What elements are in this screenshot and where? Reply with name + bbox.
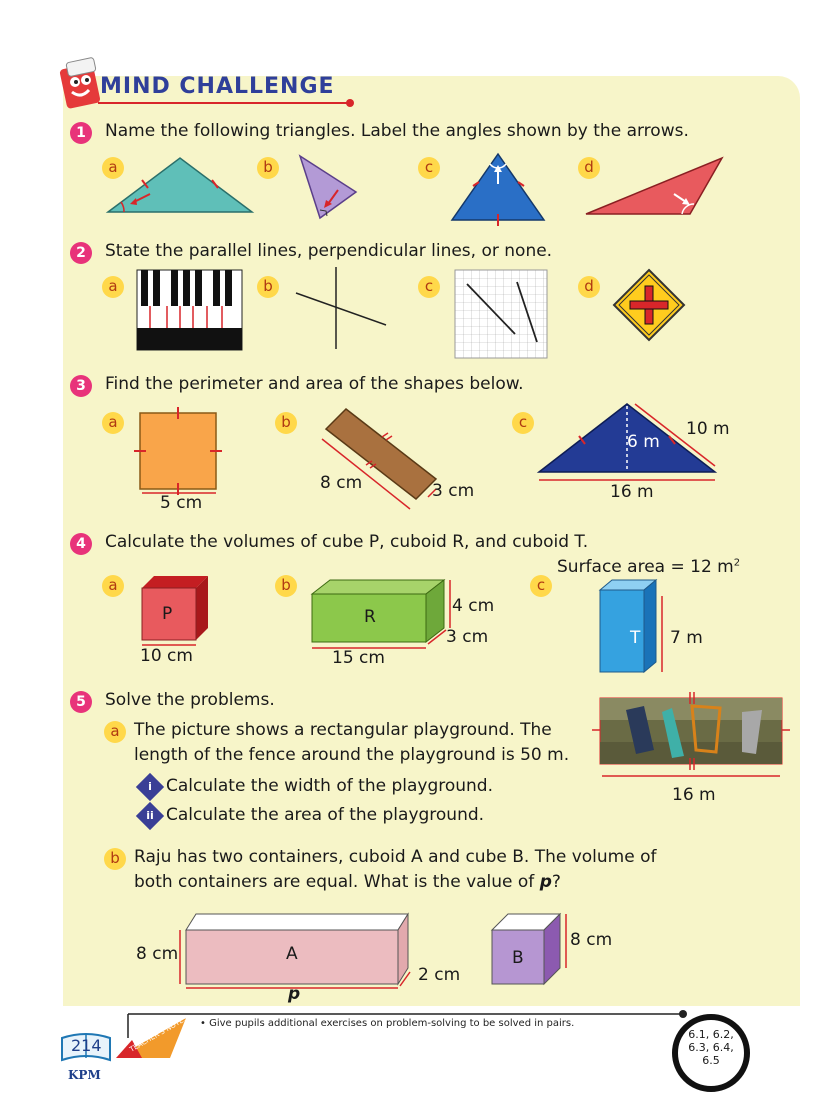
road-sign-icon [612,268,686,342]
cuboid-r-shape [308,576,453,646]
part-label: a [102,157,124,179]
teachers-notes-badge: TEACHER'S NOTES [128,1014,189,1054]
part-label: a [102,575,124,597]
question-text: Calculate the volumes of cube P, cuboid R, and cuboid T. [105,532,589,552]
title-underline [98,100,358,108]
roman-numeral-i-icon [136,773,164,801]
variable-p: p [539,872,552,892]
page-number: 214 [71,1036,102,1055]
playground-length-label: 16 m [672,785,716,805]
question-text: State the parallel lines, perpendicular lines, or none. [105,241,553,261]
roman-numeral-i: i [148,780,152,793]
cube-p-edge-label: 10 cm [140,646,193,666]
cuboid-a-height-label: 8 cm [136,944,179,964]
question-number: 1 [70,122,92,144]
part-label: b [104,848,126,870]
question-number: 4 [70,533,92,555]
part-label: b [257,276,279,298]
triangle-height-label: 6 m [627,432,660,452]
cuboid-t-label: T [630,628,641,648]
triangle-equilateral-c [448,150,548,225]
playground-photo [592,690,792,780]
square-shape [132,405,227,500]
part-label: b [257,157,279,179]
part-label: c [418,276,440,298]
question-text: Solve the problems. [105,690,275,710]
triangle-isosceles-a [100,150,260,220]
cuboid-a-label: A [286,944,298,964]
surface-area-label [557,557,740,577]
ref-line-3: 6.5 [702,1054,720,1067]
cuboid-r-label: R [364,607,376,627]
triangle-base-label: 16 m [610,482,654,502]
triangle-side-label: 10 m [686,419,730,439]
question-5a-line-1: The picture shows a rectangular playground. The [134,720,552,740]
ref-line-1: 6.1, 6.2, [688,1028,734,1041]
question-mark: ? [551,872,561,892]
rectangle-length-label: 8 cm [320,473,363,493]
cuboid-t-height-label: 7 m [670,628,703,648]
question-text: Find the perimeter and area of the shapes below. [105,374,524,394]
part-label: d [578,276,600,298]
square-side-label: 5 cm [160,493,203,513]
part-label: b [275,412,297,434]
question-text: Name the following triangles. Label the angles shown by the arrows. [105,121,689,141]
question-5a-line-2: length of the fence around the playground is 50 m. [134,745,570,765]
part-label: d [578,157,600,179]
surface-area-text: Surface area = 12 m [557,557,734,577]
cuboid-r-width-label: 3 cm [446,627,489,647]
learning-standard-ref [672,1014,750,1092]
part-label: c [512,412,534,434]
question-number: 3 [70,375,92,397]
question-number: 2 [70,242,92,264]
question-5a-i-text: Calculate the width of the playground. [166,776,494,796]
cube-p-label: P [162,604,173,624]
cuboid-a-length-label: p [288,984,301,1004]
roman-numeral-ii-icon [136,802,164,830]
surface-area-exponent: 2 [733,557,741,569]
cube-p-shape [138,572,213,644]
crossing-lines-figure [290,265,390,350]
cube-b-shape [488,910,568,990]
question-5b-line-2 [134,872,561,892]
piano-keys-image [137,270,242,350]
triangle-obtuse-d [582,150,727,220]
cuboid-r-length-label: 15 cm [332,648,385,668]
rectangle-width-label: 3 cm [432,481,475,501]
teacher-note: • Give pupils additional exercises on problem-solving to be solved in pairs. [200,1018,575,1029]
part-label: a [102,412,124,434]
roman-numeral-ii: ii [146,809,154,822]
part-label: a [102,276,124,298]
page-title: MIND CHALLENGE [100,74,335,99]
part-label: c [418,157,440,179]
question-5b-line-2-text: both containers are equal. What is the value of [134,872,540,892]
triangle-right-b [290,150,370,225]
cube-b-edge-label: 8 cm [570,930,613,950]
cube-b-label: B [512,948,524,968]
grid-lines-figure [455,270,547,358]
cuboid-r-height-label: 4 cm [452,596,495,616]
question-5b-line-1: Raju has two containers, cuboid A and cube B. The volume of [134,847,657,867]
publisher-label: KPM [68,1068,101,1082]
question-5a-ii-text: Calculate the area of the playground. [166,805,485,825]
part-label: a [104,721,126,743]
ref-line-2: 6.3, 6.4, [688,1041,734,1054]
part-label: b [275,575,297,597]
cuboid-a-depth-label: 2 cm [418,965,461,985]
question-number: 5 [70,691,92,713]
part-label: c [530,575,552,597]
